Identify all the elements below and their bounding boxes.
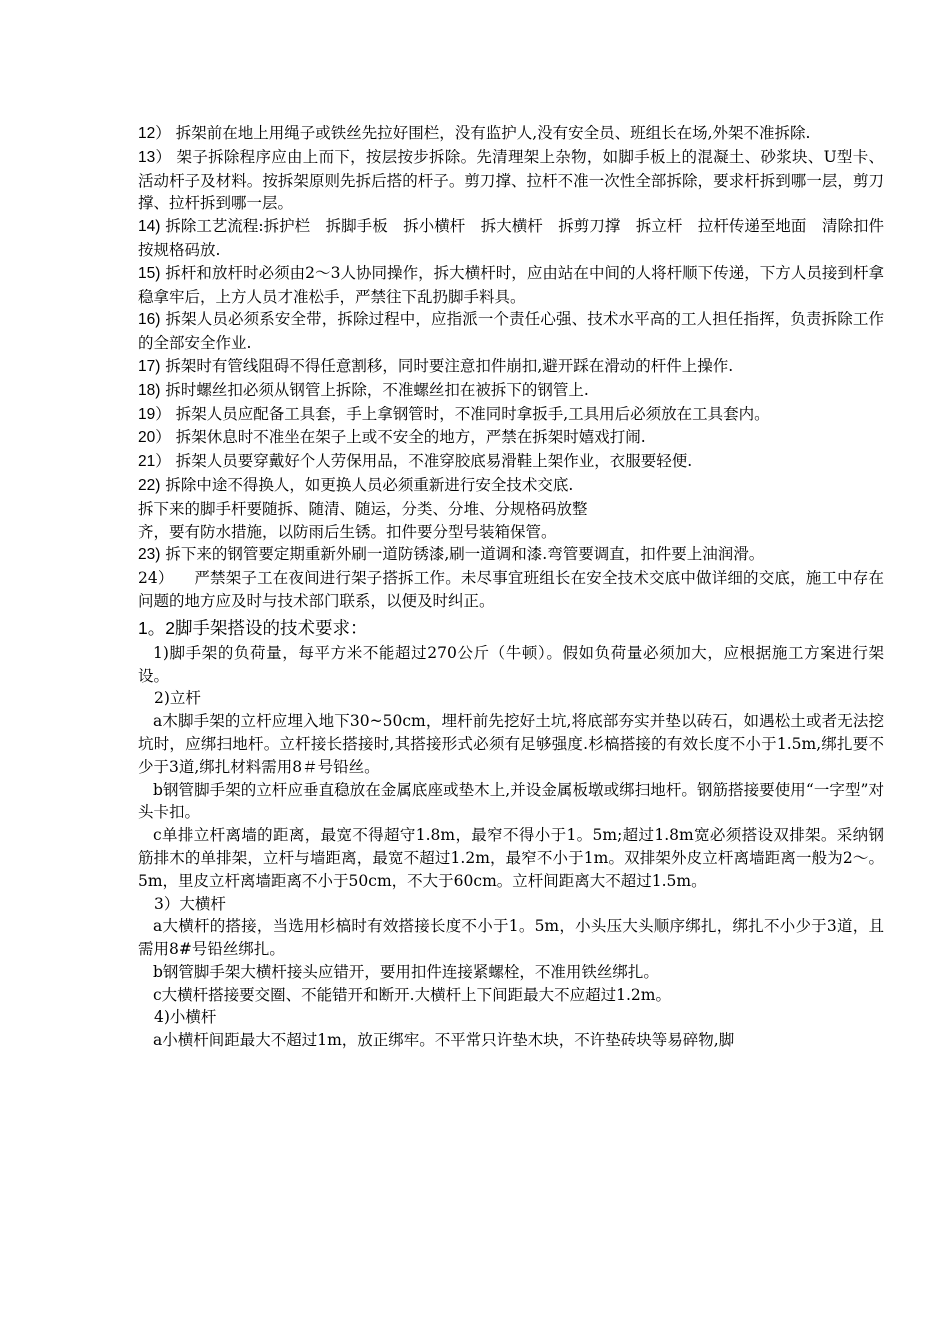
paragraph-load: 1)脚手架的负荷量，每平方米不能超过270公斤（牛顿）。假如负荷量必须加大，应根据施工方案进行架设。 (138, 643, 884, 685)
item-text: 拆架人员应配备工具套，手上拿钢管时，不准同时拿扳手,工具用后必须放在工具套内。 (175, 404, 770, 423)
item-text: 拆除工艺流程:拆护栏 拆脚手板 拆小横杆 拆大横杆 拆剪刀撑 拆立杆 拉杆传递至地面 清除扣件 按规格码放. (138, 217, 900, 259)
list-item-14 (138, 215, 900, 262)
paragraph-transom-a: a小横杆间距最大不超过1m，放正绑牢。不平常只许垫木块，不许垫砖块等易碎物,脚 (153, 1031, 735, 1050)
item-number: 24） (138, 569, 174, 588)
list-item-20 (138, 426, 884, 450)
list-item-23 (138, 543, 884, 567)
item-number: 23) (138, 546, 161, 564)
item-number: 13） (138, 148, 172, 166)
list-item-24 (138, 567, 884, 613)
item-text: 拆下来的钢管要定期重新外刷一道防锈漆,刷一道调和漆.弯管要调直，扣件要上油润滑。 (165, 545, 765, 564)
paragraph-ledger-c: c大横杆搭接要交圈、不能错开和断开.大横杆上下间距最大不应超过1.2m。 (153, 985, 671, 1004)
item-number: 15) (138, 264, 161, 282)
plain-line: 齐，要有防水措施，以防雨后生锈。扣件要分型号装箱保管。 (138, 522, 557, 541)
list-item-13 (138, 146, 884, 215)
item-text: 拆架人员必须系安全带，拆除过程中，应指派一个责任心强、技术水平高的工人担任指挥，负责拆除工作的全部安全作业. (138, 310, 884, 353)
item-text: 严禁架子工在夜间进行架子搭拆工作。未尽事宜班组长在安全技术交底中做详细的交底，施工中存在问题的地方应及时与技术部门联系，以便及时纠正。 (138, 569, 884, 610)
paragraph-upright-a: a木脚手架的立杆应埋入地下30~50cm，埋杆前先挖好土坑,将底部夯实并垫以砖石，如遇松土或者无法挖坑时，应绑扫地杆。立杆接长搭接时,其搭接形式必须有足够强度.杉槁搭接的有效长度不小于1.5m,绑扎要不少于3道,绑扎材料需用8＃号铅丝。 (138, 712, 884, 776)
item-number: 14) (138, 218, 161, 236)
item-text: 拆时螺丝扣必须从钢管上拆除，不准螺丝扣在被拆下的钢管上. (165, 380, 589, 399)
list-item-15 (138, 262, 884, 309)
list-item-21 (138, 450, 884, 474)
paragraph-ledger-b: b钢管脚手架大横杆接头应错开，要用扣件连接紧螺栓，不准用铁丝绑扎。 (153, 962, 659, 981)
paragraph-upright-c: c单排立杆离墙的距离，最宽不得超守1.8m，最窄不得小于1。5m;超过1.8m宽必须搭设双排架。采纳钢筋排木的单排架，立杆与墙距离，最宽不超过1.2m，最窄不小于1m。双排架外皮立杆离墙距离一般为2～。5m，里皮立杆离墙距离不小于50cm，不大于60cm。立杆间距离大不超过1.5m。 (138, 826, 884, 890)
item-text: 拆除中途不得换人，如更换人员必须重新进行安全技术交底. (165, 475, 574, 494)
item-text: 拆架人员要穿戴好个人劳保用品，不准穿胶底易滑鞋上架作业，衣服要轻便. (175, 452, 693, 471)
item-number: 16) (138, 311, 161, 329)
item-number: 22) (138, 476, 161, 494)
plain-line: 拆下来的脚手杆要随拆、随清、随运，分类、分堆、分规格码放整 (138, 499, 588, 518)
subheading-upright-pole: 2)立杆 (154, 689, 201, 708)
list-item-22 (138, 474, 884, 498)
subheading-ledger: 3）大横杆 (154, 894, 226, 913)
section-heading: 1。2脚手架搭设的技术要求： (138, 617, 368, 638)
item-number: 17) (138, 357, 161, 375)
subheading-transom: 4)小横杆 (154, 1008, 217, 1027)
list-item-12 (138, 122, 884, 146)
item-text: 架子拆除程序应由上而下，按层按步拆除。先清理架上杂物，如脚手板上的混凝土、砂浆块、U型卡、活动杆子及材料。按拆架原则先拆后搭的杆子。剪刀撑、拉杆不准一次性全部拆除，要求杆拆到哪一层，剪刀撑、拉杆拆到哪一层。 (138, 147, 884, 213)
item-text: 拆架时有管线阻碍不得任意割移，同时要注意扣件崩扣,避开踩在滑动的杆件上操作. (165, 356, 734, 375)
item-number: 19） (138, 405, 171, 423)
list-item-17 (138, 355, 884, 379)
item-text: 拆架前在地上用绳子或铁丝先拉好围栏，没有监护人,没有安全员、班组长在场,外架不准拆除. (175, 124, 811, 142)
list-item-16 (138, 308, 884, 355)
item-number: 21） (138, 453, 171, 471)
paragraph-upright-b: b钢管脚手架的立杆应垂直稳放在金属底座或垫木上,并设金属板墩或绑扫地杆。钢筋搭接要使用“一字型”对头卡扣。 (138, 780, 884, 822)
paragraph-ledger-a: a大横杆的搭接，当选用杉槁时有效搭接长度不小于1。5m，小头压大头顺序绑扎，绑扎不小少于3道，且需用8#号铅丝绑扎。 (138, 917, 884, 959)
item-text: 拆架休息时不准坐在架子上或不安全的地方，严禁在拆架时嬉戏打闹. (175, 428, 646, 447)
item-number: 18) (138, 381, 161, 399)
list-item-19 (138, 403, 884, 427)
item-number: 20） (138, 429, 171, 447)
item-number: 12） (138, 125, 171, 142)
list-item-18 (138, 379, 884, 403)
document-page (138, 122, 900, 1052)
item-text: 拆杆和放杆时必须由2～3人协同操作，拆大横杆时，应由站在中间的人将杆顺下传递，下方人员接到杆拿稳拿牢后，上方人员才准松手，严禁往下乱扔脚手料具。 (138, 263, 884, 306)
